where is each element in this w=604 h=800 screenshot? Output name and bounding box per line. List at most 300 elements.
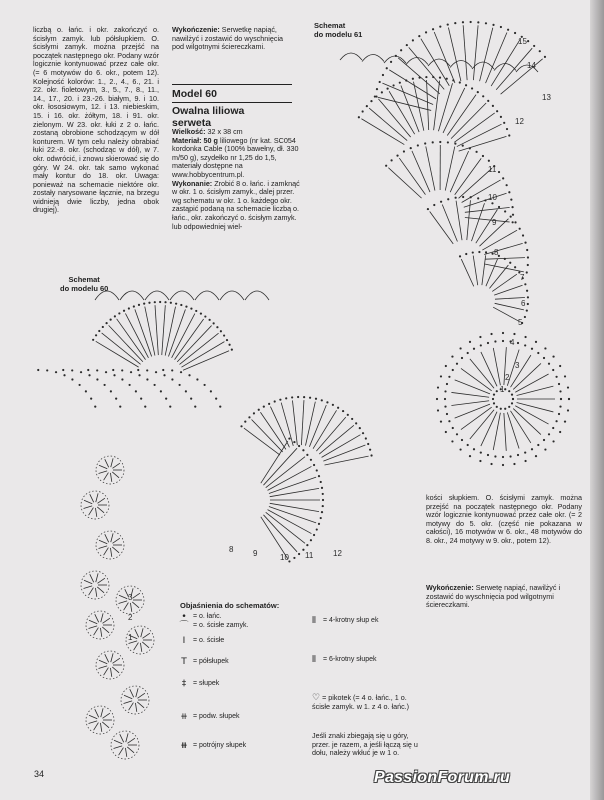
diagram-61-round-number: 15 [518,37,527,46]
diagram-61-fan [482,255,486,285]
diagram-60-flower-petal [102,627,109,633]
diagram-61-fan [447,23,449,25]
diagram-60-fan-right [347,414,349,416]
diagram-61-fan [465,253,467,255]
diagram-60-flower-petal [100,628,101,637]
diagram-60-fan-mid [318,475,320,477]
diagram-60-chain [160,390,162,392]
diagram-61-sun-center [512,398,514,400]
diagram-61-fan [378,97,431,110]
diagram-60-flower-petal [84,586,93,589]
diagram-60-fan-mid [268,510,312,534]
diagram-60-picot [170,291,194,300]
diagram-60-flower-petal [137,702,144,708]
diagram-60-fan-top [180,304,182,306]
diagram-61-fan [454,22,456,24]
diagram-61-sun-outer [568,398,570,400]
diagram-60-fan-right [274,400,276,402]
diagram-60-fan-mid [270,503,319,511]
diagram-60-fan-mid [320,517,322,519]
diagram-60-chain [96,369,98,371]
diagram-60-chain [55,371,57,373]
diagram-60-chain [115,398,117,400]
left-text-column [33,26,159,215]
diagram-61-fan [469,147,471,149]
diagram-60-chain [215,398,217,400]
diagram-60-chain [210,390,212,392]
diagram-60-round-number: 8 [229,545,234,554]
diagram-60-flower-petal [112,472,119,478]
diagram-60-fan-right [253,412,255,414]
legend-item [178,713,240,721]
diagram-61-sun-ray [451,392,489,397]
diagram-61-fan [495,303,524,310]
diagram-61-fan [478,251,480,253]
diagram-61-fan [510,199,512,201]
left-paragraph: liczbą o. łańc. i okr. zakończyć o. ścisłym zamyk. lub półsłupkiem. O. ścisłymi zamyk. można przejść na początek następnego okr. Podany wzór logicznie kontynuować przez całe okr. (= 6 motywów do 6. okr., potem 12). Kolejność kolorów: 1., 2., 4., 6., 21. i 22. okr. fioletowym, 3., 5., 7., 8., 11., 14., 17., 20. i 23.-26. białym, 9. i 10. okr. łososiowym, 12. i 13. niebieskim, 15. i 16. okr. żółtym, 18. i 91. okr. zielonym. W 23. okr. łuki z 2 o. łańc. zostaną obrobione schodzącym w dół konturem. W tym celu należy obrabiać łuki 22.-8. okr. (schodząc w dół), w 7. okr. odwrócić, i znowu skierować się do góry. W 24. okr. tak samo wykonać mały kontur do 18. okr. Uwaga: ponieważ na schemacie niektóre okr. zostały narysowane łącznie, na brzegu widnieją dwie liczby, jedna obok drugiej). [33,25,159,215]
legend-text: = półsłupek [193,658,229,665]
diagram-61-fan [470,196,472,198]
diagram-61-round-number: 12 [515,117,524,126]
diagram-61-fan [526,290,528,292]
diagram-61-sun-outer [440,375,442,377]
diagram-60-fan-top [95,334,97,336]
diagram-60-flower-petal [101,708,103,717]
diagram-61-sun-edge [537,352,539,354]
legend-text: = 4-krotny słup ek [323,617,379,624]
diagram-60-fan-mid [293,441,295,443]
diagram-60-fan-top [118,312,120,314]
diagram-61-round-number: 14 [527,61,536,70]
diagram-60-fan-mid [270,488,319,496]
diagram-61-fan [459,136,507,151]
diagram-60-chain [146,369,148,371]
diagram-61-fan [489,265,508,288]
diagram-61-fan [519,228,521,230]
diagram-61-sun-center [496,390,498,392]
diagram-60-chain [137,369,139,371]
diagram-60-flower-petal [96,493,98,502]
diagram-61-fan [418,77,420,79]
diagram-60-fan-right [367,443,369,445]
diagram-61-fan [533,45,535,47]
diagram-60-fan-right [326,401,328,403]
diagram-61-fan [392,84,394,86]
diagram-61-sun-edge [552,369,554,371]
diagram-60-fan-mid [322,505,324,507]
diagram-61-sun-outer [445,365,447,367]
diagram-60-chain [105,371,107,373]
diagram-61-round-number: 7 [520,273,525,282]
legend-text: = o. łańc. [193,613,222,620]
diagram-61-sun-center [511,394,513,396]
diagram-60-fan-top [145,307,155,356]
diagram-61-fan [500,26,502,28]
diagram-60-fan-mid [298,553,300,555]
diagram-60-flower-petal [104,548,109,556]
diagram-60-flower-petal [124,695,132,699]
diagram-60-fan-right [301,400,304,445]
diagram-60-chain [119,406,121,408]
diagram-61-fan [477,21,479,23]
diagram-60-chain [85,390,87,392]
diagram-61-fan [492,105,494,107]
diagram-60-flower-petal [112,463,119,468]
diagram-61-sun-outer [436,398,438,400]
diagram-60-fan-right [365,437,367,439]
right-paragraph: kości słupkiem. O. ścisłymi zamyk. można przejść na początek następnego okr. Podany wzór logicznie kontynuować przez całe okr. (= 2 motywy do 5. okr. (część nie pokazana w całości), 16 motywów w 6. okr., 48 motywów do 8. okr., 24 motywy w 9. okr., potem 12). [426,493,582,545]
diagram-60-chain [190,398,192,400]
diagram-61-fan [473,256,478,286]
diagram-60-chain [112,369,114,371]
watermark: PassionForum.ru [374,769,511,786]
diagram-60-flower-petal [119,748,124,756]
diagram-60-chain [90,398,92,400]
diagram-61-fan [486,259,498,287]
diagram-60-flower-petal [96,573,98,582]
right-text-column [426,494,582,546]
diagram-61-fan [452,79,454,81]
diagram-61-sun-outer [469,341,471,343]
diagram-60-fan-top [155,305,158,355]
diagram-60-flower-petal [132,593,139,598]
diagram-60-chain [130,371,132,373]
diagram-60-fan-top [190,308,192,310]
diagram-60-flower-petal [111,533,113,542]
diagram-61-picot [450,61,472,68]
diagram-61-sun-edge [456,363,458,365]
diagram-60-chain [171,369,173,371]
diagram-61-fan [358,116,360,118]
diagram-61-picot [428,59,450,66]
diagram-60-chain [144,406,146,408]
diagram-61-sun-center [493,394,495,396]
diagram-61-sun-ray [517,386,554,395]
diagram-60-picot [120,291,144,300]
diagram-60-round-number: 10 [280,553,289,562]
diagram-60-fan-right [332,404,334,406]
pikotek-legend [312,694,424,711]
diagram-60-fan-mid [302,449,304,451]
diagram-60-chain [128,384,130,386]
schema-60-line1: Schemat [68,275,100,284]
diagram-60-picot [145,291,169,300]
material-label: Materiał: 50 g [172,135,218,145]
diagram-60-flower-petal [137,693,144,698]
diagram-60-fan-top [98,330,100,332]
legend-symbol: ⌒ [179,621,189,631]
diagram-60-fan-top [92,339,94,341]
diagram-60-flower-petal [99,471,108,474]
diagram-61-fan [455,197,457,199]
diagram-61-fan [439,77,441,79]
diagram-60-chain [194,406,196,408]
diagram-60-flower-petal [89,715,97,719]
execution-value: Zrobić 8 o. łańc. i zamknąć w okr. 1 o. ścisłym zamyk., dalej przer. wg schematu w okr. 1 o. każdego okr. zastąpić podaną na schemacie liczbą o. łańc., okr. zakończyć o. ścisłym zamyk. lub odpowiedniej wiel- [172,178,300,231]
diagram-61-fan [382,83,433,104]
legend-text: = 6-krotny słupek [323,656,377,663]
diagram-61-sun-outer [535,455,537,457]
diagram-60-flower-petal [84,580,92,584]
diagram-61-sun-edge [548,363,550,365]
diagram-60-chain [94,406,96,408]
diagram-61-picot [362,55,384,62]
diagram-61-sun-center [500,408,502,410]
diagram-61-sun-edge [558,383,560,385]
legend-symbol: ⧺ [180,712,188,722]
diagram-60-flower-petal [120,734,124,742]
diagram-61-fan [369,108,407,140]
legend-item [178,637,224,645]
diagram-60-flower-petal [99,666,108,669]
model-title-line2: serweta [172,117,212,129]
diagram-60-flower-petal [114,746,123,749]
diagram-60-flower-petal [135,703,136,712]
diagram-60-fan-top [195,310,197,312]
diagram-60-round-number: 12 [333,549,342,558]
diagram-61-fan [424,142,426,144]
diagram-60-flower-petal [141,628,143,637]
diagram-60-fan-right [285,397,287,399]
diagram-60-fan-right [292,400,297,445]
diagram-61-fan [465,217,510,221]
diagram-61-fan [390,61,392,63]
diagram-60-fan-top [133,305,135,307]
diagram-61-fan [506,184,508,186]
diagram-60-fan-mid [288,437,290,439]
top-finishing [172,26,292,52]
legend-text: = potrójny słupek [193,742,247,749]
diagram-60-flower-petal [94,723,99,731]
diagram-60-fan-right [337,407,339,409]
diagram-60-chain [78,384,80,386]
diagram-60-flower-petal [95,614,99,622]
diagram-60-flower-petal [90,574,94,582]
diagram-60-flower-petal [111,458,113,467]
diagram-61-fan [526,249,528,251]
diagram-60-round-number: 1 [128,633,133,642]
diagram-60-flower-petal [112,547,119,553]
diagram-61-sun-ray [493,348,500,385]
legend-text: = podw. słupek [193,713,240,720]
legend-text: = o. ścisłe [193,637,225,644]
diagram-61-round-number: 9 [492,218,497,227]
diagram-61-sun-edge [467,444,469,446]
diagram-61-fan [465,207,510,212]
diagram-60-fan-right [303,396,305,398]
diagram-60-fan-right [369,449,371,451]
diagram-60-fan-right [362,432,364,434]
diagram-61-sun-edge [444,398,446,400]
diagram-61-sun-edge [480,344,482,346]
diagram-61-fan [366,105,368,107]
diagram-61-sun-outer [459,448,461,450]
diagram-60-fan-right [291,396,293,398]
diagram-61-fan [514,32,516,34]
diagram-61-sun-edge [452,369,454,371]
diagram-61-sun-outer [567,409,569,411]
diagram-60-fan-mid [313,534,315,536]
right-finishing-label: Wykończenie: [426,583,474,592]
diagram-61-fan [412,151,430,192]
diagram-60-flower-petal [112,538,119,543]
diagram-60-picot [245,291,269,300]
diagram-61-sun-edge [524,344,526,346]
schema-61-label [314,21,362,39]
material-value: liliowego (nr kat. SC054 kordonka Cable (100% bawełny, dł. 330 m/50 g), szydełko nr 1,25 do 1,5, materiały dostępne na www.hobbycentrum.pl. [172,135,299,179]
model-specs [172,128,302,231]
legend-text: = o. ścisłe zamyk. [193,622,249,629]
page-number: 34 [34,769,45,779]
diagram-60-chain [146,378,148,380]
diagram-61-fan [470,21,472,23]
diagram-60-flower-petal [112,658,119,663]
diagram-61-fan [412,39,414,41]
diagram-60-flower-petal [136,688,138,697]
pikotek-text: = pikotek (= 4 o. łańc., 1 o. ścisłe zamyk. w 1. z 4 o. łańc.) [312,693,410,711]
diagram-61-sun-edge [555,376,557,378]
diagram-60-flower-petal [125,748,126,757]
diagram-61-fan [524,283,526,285]
diagram-61-fan [456,201,462,241]
diagram-60-chain [162,369,164,371]
diagram-61-fan [487,100,489,102]
diagram-61-fan [488,160,490,162]
diagram-61-fan [440,201,442,203]
diagram-61-sun-outer [459,347,461,349]
diagram-61-fan [361,119,404,145]
diagram-60-chain [62,369,64,371]
diagram-61-fan [503,122,505,124]
diagram-61-sun-edge [543,439,545,441]
diagram-60-fan-right [263,405,265,407]
diagram-61-sun-outer [451,440,453,442]
diagram-60-flower-petal [105,534,109,542]
diagram-61-fan [526,309,528,311]
diagram-61-sun-outer [445,431,447,433]
diagram-61-fan [510,215,512,217]
diagram-60-flower-petal [101,613,103,622]
diagram-61-sun-edge [555,420,557,422]
diagram-61-fan [434,32,455,83]
diagram-60-fan-mid [310,539,312,541]
diagram-61-fan [485,251,487,253]
diagram-60-fan-top [164,301,166,303]
diagram-61-sun-edge [473,348,475,350]
diagram-61-round-number: 5 [518,318,523,327]
diagram-60-fan-top [109,325,143,361]
diagram-60-fan-top [226,339,228,341]
diagram-61-fan [486,32,507,83]
diagram-61-fan [526,271,528,273]
diagram-60-chain [71,378,73,380]
diagram-61-fan [389,91,415,134]
legend-symbol: ⦀ [312,655,316,665]
diagram-61-fan [527,296,529,298]
diagram-61-fan [527,40,529,42]
diagram-61-fan [514,221,516,223]
diagram-60-fan-mid [316,528,318,530]
diagram-60-fan-mid [318,523,320,525]
diagram-60-fan-right [244,428,280,455]
diagram-60-fan-right [244,421,246,423]
diagram-61-sun-outer [567,386,569,388]
diagram-61-fan [524,241,526,243]
diagram-60-flower-petal [130,689,134,697]
diagram-60-fan-right [355,422,357,424]
diagram-60-round-number: 9 [253,549,258,558]
diagram-61-fan [438,83,452,131]
diagram-61-sun-edge [448,376,450,378]
diagram-60-flower-petal [90,494,94,502]
diagram-61-sun-center [492,398,494,400]
diagram-60-flower-petal [105,654,109,662]
diagram-61-sun-outer [564,375,566,377]
legend-item [178,742,246,750]
diagram-60-flower-petal [110,668,111,677]
diagram-61-sun-edge [494,340,496,342]
diagram-60-fan-mid [306,454,308,456]
diagram-61-fan [375,95,377,97]
diagram-60-flower-petal [112,667,119,673]
diagram-60-fan-top [170,302,172,304]
diagram-60-fan-mid [322,493,324,495]
diagram-61-fan [482,230,517,250]
diagram-60-chain [46,369,48,371]
diagram-61-sun-edge [559,390,561,392]
diagram-60-flower-petal [114,740,122,744]
diagram-61-fan [459,81,461,83]
diagram-60-fan-top [165,307,175,356]
diagram-61-fan [417,144,419,146]
diagram-60-flower-petal [126,733,128,742]
right-finishing [426,584,582,610]
diagram-61-fan [463,25,467,80]
diagram-61-sun-outer [479,460,481,462]
diagram-60-flower-petal [89,721,98,724]
diagram-61-fan [522,234,524,236]
diagram-61-fan [381,91,383,93]
diagram-60-flower-petal [130,603,131,612]
diagram-60-fan-right [279,399,281,401]
top-finishing-text: Serwetkę napiąć, nawilżyć i zostawić do wyschnięcia pod wilgotnymi ściereczkami. [172,25,284,52]
diagram-61-sun-outer [544,448,546,450]
legend-item [178,680,219,688]
diagram-61-sun-outer [564,420,566,422]
diagram-61-fan [433,204,435,206]
diagram-61-sun-edge [524,451,526,453]
diagram-61-sun-ray [451,401,489,406]
diagram-61-fan [425,31,427,33]
diagram-61-fan [539,50,541,52]
diagram-61-fan [471,87,473,89]
diagram-61-sun-center [504,388,506,390]
diagram-60-chain [171,378,173,380]
diagram-60-fan-mid [322,499,324,501]
size-label: Wielkość: [172,127,206,136]
diagram-61-fan [376,88,378,90]
diagram-61-fan [514,266,516,268]
diagram-61-sun-ray [517,402,554,411]
diagram-60-flower-petal [99,540,107,544]
diagram-61-sun-center [508,390,510,392]
legend-item [308,617,378,625]
diagram-61-sun-edge [537,444,539,446]
diagram-60-chain [37,369,39,371]
diagram-61-sun-outer [479,336,481,338]
note-text: Jeśli znaki zbiegają się u góry, przer. je razem, a jeśli łączą się u dołu, należy wkłuć je w 1 o. [312,731,418,758]
diagram-61-fan [448,27,460,81]
